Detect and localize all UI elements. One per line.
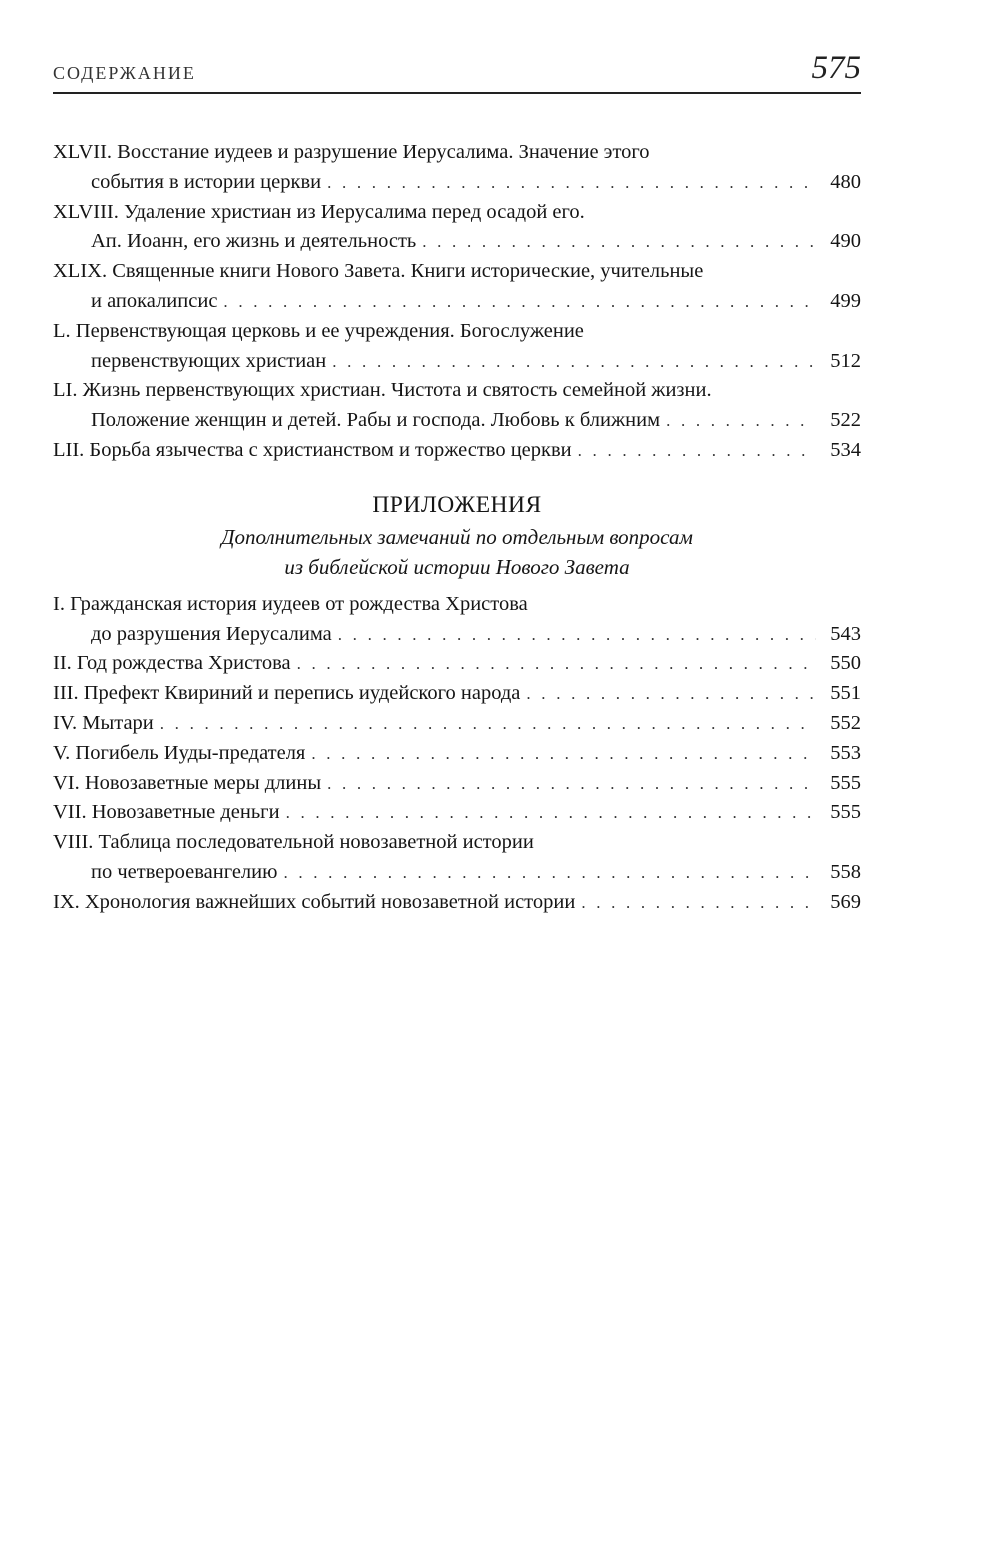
toc-entry-continuation: по четвероевангелию: [91, 860, 278, 883]
toc-entry: [53, 679, 861, 709]
toc-entry: [53, 376, 861, 436]
appendix-heading: ПРИЛОЖЕНИЯ: [372, 491, 542, 518]
dot-leader: [422, 227, 816, 257]
toc-entry: [53, 317, 861, 377]
toc-entry-line: [53, 287, 861, 317]
dot-leader: [578, 436, 816, 466]
toc-entry-title: IV. Мытари: [53, 711, 154, 734]
appendix-table-of-contents: [53, 590, 861, 918]
toc-page-number: 551: [830, 682, 861, 705]
dot-leader: [311, 739, 816, 769]
dot-leader: [332, 347, 816, 377]
toc-page-number: 558: [830, 860, 861, 883]
toc-entry: [53, 590, 861, 650]
toc-entry-line: [53, 679, 861, 709]
toc-page-number: 552: [830, 711, 861, 734]
toc-page-number: 553: [830, 741, 861, 764]
dot-leader: [286, 798, 816, 828]
toc-entry-line: [53, 649, 861, 679]
toc-entry-line: [53, 168, 861, 198]
toc-entry-title: VI. Новозаветные меры длины: [53, 771, 322, 794]
toc-entry: [53, 769, 861, 799]
toc-entry-continuation: Ап. Иоанн, его жизнь и деятельность: [91, 230, 417, 253]
toc-entry: [53, 828, 861, 888]
toc-entry-line: [53, 858, 861, 888]
page-number: 575: [811, 50, 861, 86]
dot-leader: [666, 406, 816, 436]
toc-entry-line: [53, 709, 861, 739]
toc-page-number: 512: [830, 349, 861, 372]
toc-entry-title: LI. Жизнь первенствующих христиан. Чистота и святость семейной жизни.: [53, 379, 712, 402]
toc-entry-title: VII. Новозаветные деньги: [53, 801, 280, 824]
toc-entry-line: [53, 347, 861, 377]
toc-entry-line: [53, 798, 861, 828]
toc-entry-continuation: до разрушения Иерусалима: [91, 622, 332, 645]
toc-entry: [53, 649, 861, 679]
toc-entry-title: LII. Борьба язычества с христианством и торжество церкви: [53, 438, 572, 461]
dot-leader: [283, 858, 816, 888]
toc-page-number: 569: [830, 890, 861, 913]
toc-entry-title: I. Гражданская история иудеев от рождества Христова: [53, 592, 528, 615]
toc-entry: [53, 709, 861, 739]
running-title: СОДЕРЖАНИЕ: [53, 63, 196, 83]
toc-entry-title: IX. Хронология важнейших событий новозаветной истории: [53, 890, 576, 913]
toc-page-number: 543: [830, 622, 861, 645]
book-page: [53, 50, 861, 918]
toc-page-number: 522: [830, 409, 861, 432]
toc-entry-title: XLVIII. Удаление христиан из Иерусалима перед осадой его.: [53, 200, 585, 223]
toc-entry: [53, 257, 861, 317]
dot-leader: [526, 679, 816, 709]
toc-entry-title: II. Год рождества Христова: [53, 652, 291, 675]
toc-entry-title: VIII. Таблица последовательной новозаветной истории: [53, 831, 534, 854]
toc-entry-line: [53, 888, 861, 918]
appendix-subtitle-line1: Дополнительных замечаний по отдельным вопросам: [221, 524, 693, 549]
table-of-contents: [53, 138, 861, 466]
toc-entry-continuation: и апокалипсис: [91, 289, 218, 312]
toc-entry-line: [53, 769, 861, 799]
toc-entry-line: [53, 436, 861, 466]
dot-leader: [338, 620, 816, 650]
toc-entry-line: [53, 227, 861, 257]
toc-entry-title: III. Префект Квириний и перепись иудейского народа: [53, 682, 521, 705]
dot-leader: [327, 769, 816, 799]
toc-page-number: 490: [830, 230, 861, 253]
toc-page-number: 555: [830, 801, 861, 824]
dot-leader: [581, 888, 816, 918]
toc-entry: [53, 739, 861, 769]
dot-leader: [327, 168, 816, 198]
toc-page-number: 550: [830, 652, 861, 675]
toc-entry-title: V. Погибель Иуды-предателя: [53, 741, 306, 764]
toc-entry: [53, 888, 861, 918]
appendix-subtitle-line2: из библейской истории Нового Завета: [284, 554, 630, 579]
toc-entry-title: XLVII. Восстание иудеев и разрушение Иерусалима. Значение этого: [53, 141, 650, 163]
toc-entry-line: [53, 739, 861, 769]
toc-entry-continuation: события в истории церкви: [91, 170, 322, 193]
toc-entry: [53, 798, 861, 828]
toc-entry-title: XLIX. Священные книги Нового Завета. Книги исторические, учительные: [53, 260, 704, 283]
toc-entry-line: [53, 406, 861, 436]
toc-page-number: 499: [830, 289, 861, 312]
dot-leader: [160, 709, 816, 739]
toc-entry: [53, 198, 861, 258]
running-head: [53, 50, 861, 94]
toc-page-number: 480: [830, 170, 861, 193]
toc-entry-line: [53, 620, 861, 650]
toc-page-number: 534: [830, 438, 861, 461]
dot-leader: [297, 649, 816, 679]
toc-entry-title: L. Первенствующая церковь и ее учреждения. Богослужение: [53, 319, 584, 342]
dot-leader: [223, 287, 816, 317]
toc-page-number: 555: [830, 771, 861, 794]
toc-entry-continuation: первенствующих христиан: [91, 349, 327, 372]
toc-entry: [53, 138, 861, 198]
toc-entry: [53, 436, 861, 466]
toc-entry-continuation: Положение женщин и детей. Рабы и господа. Любовь к ближним: [91, 409, 661, 432]
